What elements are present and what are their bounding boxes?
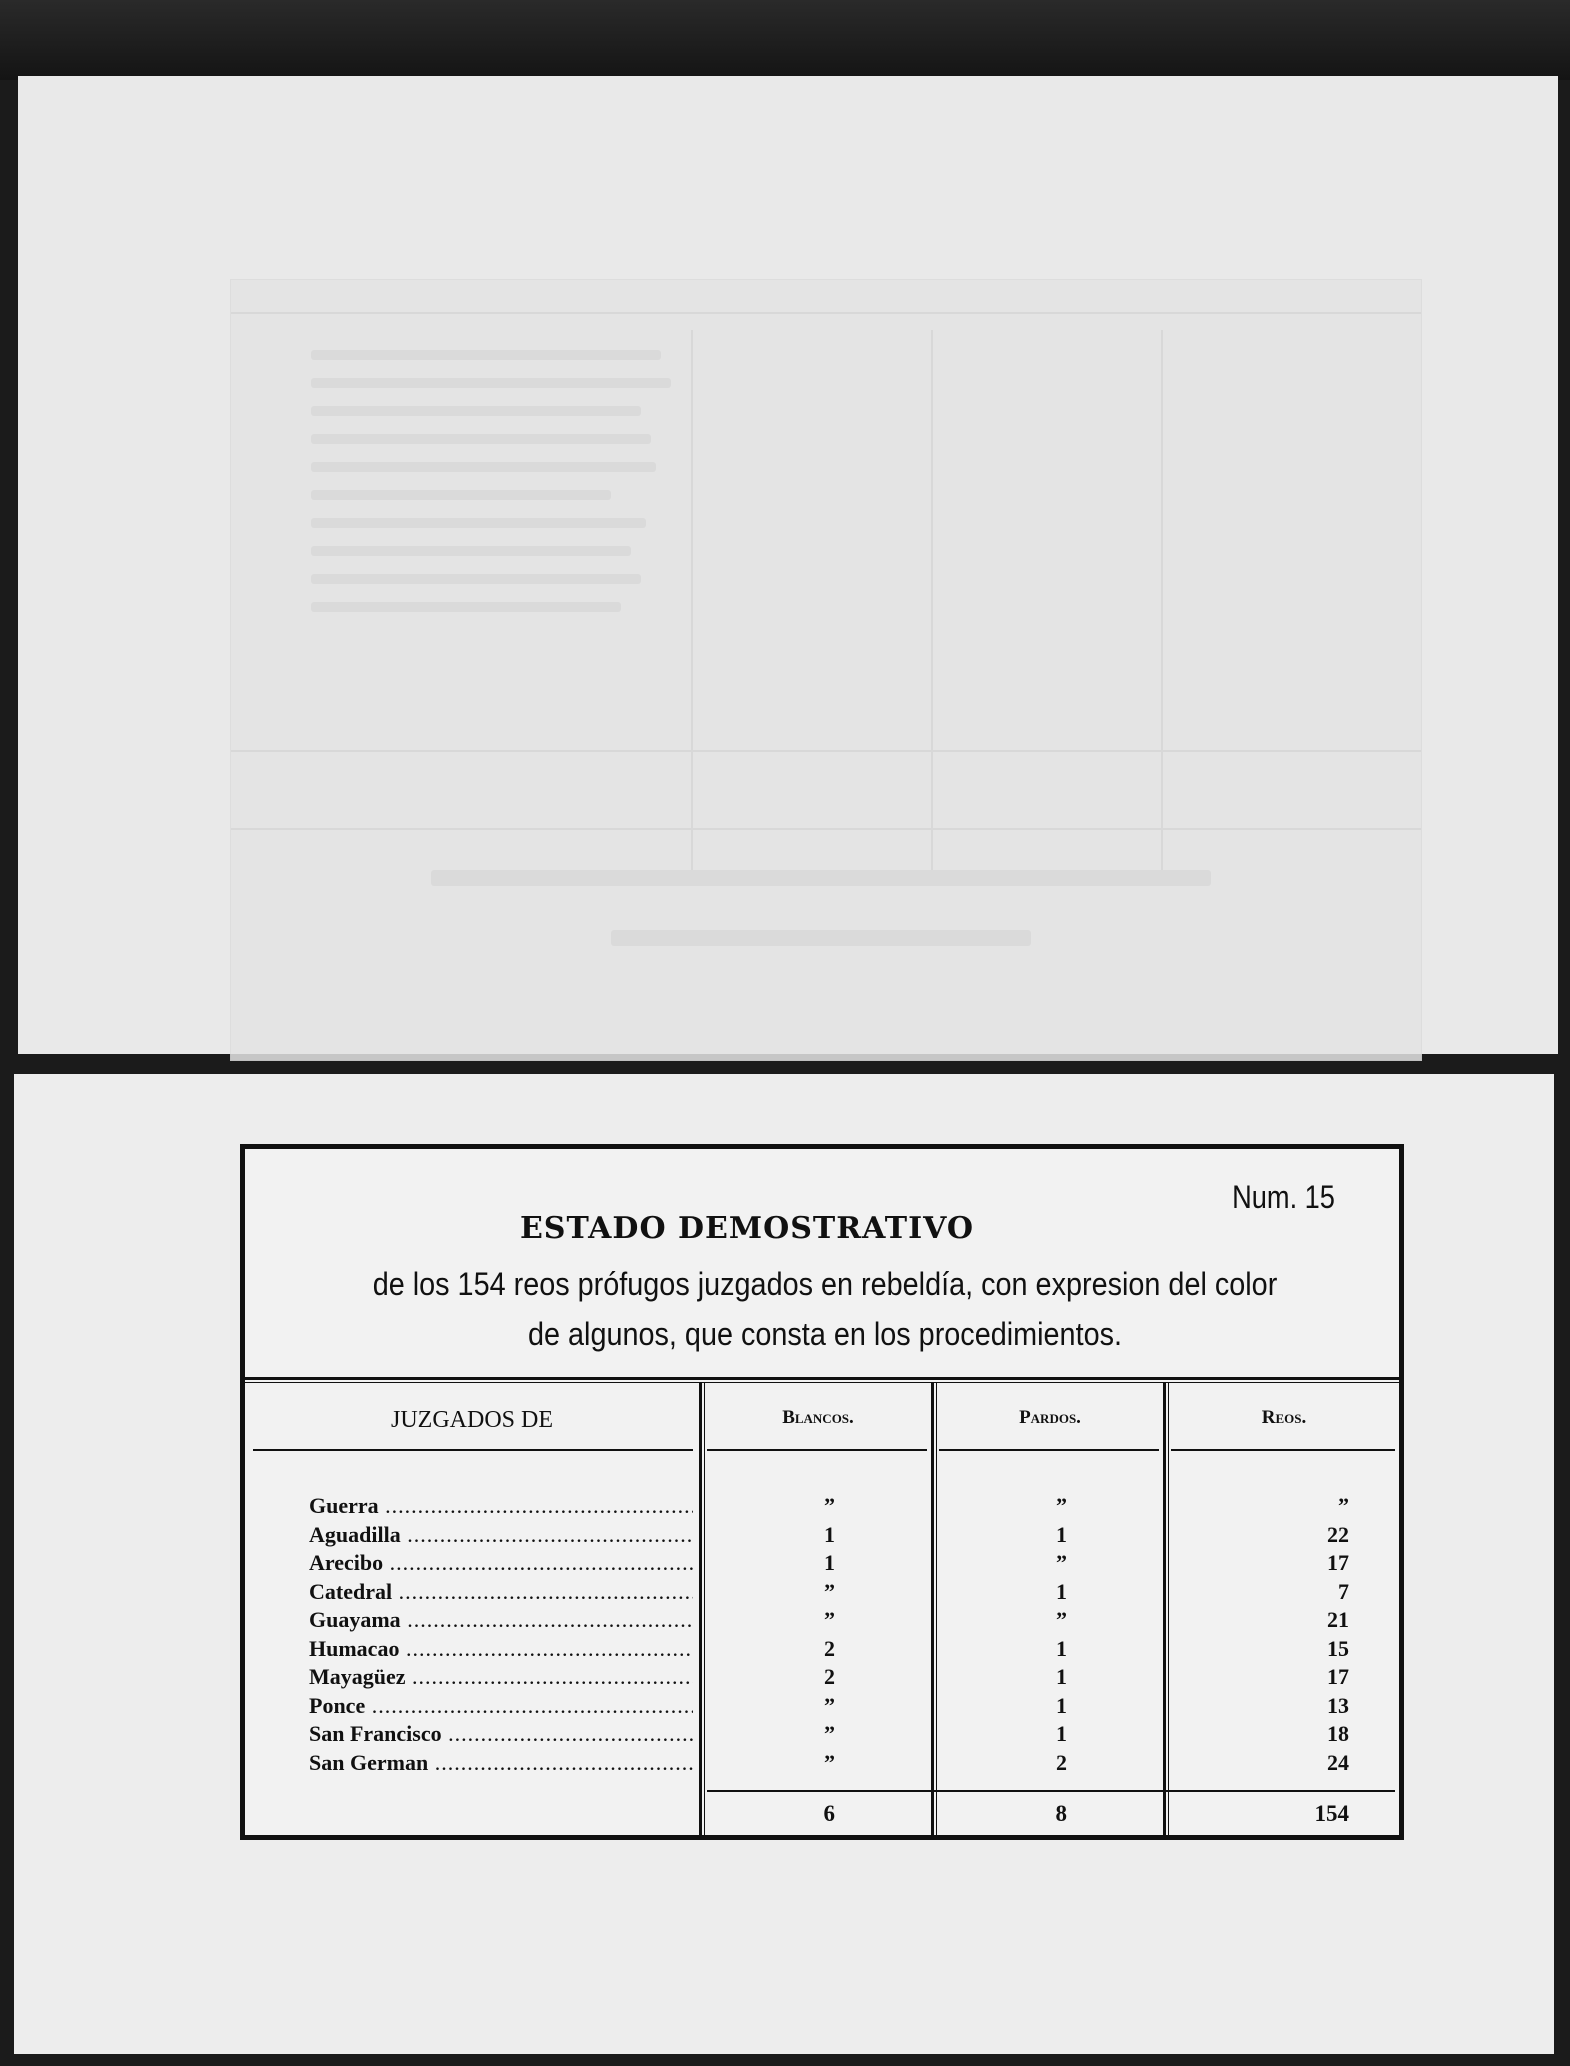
cell-pardos: 2 — [1056, 1749, 1067, 1775]
cell-blancos: 1 — [824, 1521, 835, 1547]
cell-reos: 13 — [1327, 1692, 1349, 1718]
cell-reos: 21 — [1327, 1607, 1349, 1632]
cell-reos: 17 — [1327, 1664, 1349, 1689]
upper-page — [18, 76, 1558, 1054]
total-rule — [707, 1790, 1395, 1792]
table-subtitle — [357, 1259, 1293, 1359]
table-title: ESTADO DEMOSTRATIVO — [519, 1211, 975, 1246]
column-header-pardos: Pardos. — [1019, 1407, 1081, 1428]
cell-pardos: 1 — [1056, 1664, 1067, 1689]
cell-reos: 7 — [1338, 1578, 1349, 1604]
row-name: San German ..... — [309, 1750, 693, 1776]
cell-blancos: 2 — [824, 1664, 835, 1689]
row-name: Guerra ..... — [309, 1493, 693, 1519]
row-name: Mayagüez ..... — [309, 1664, 693, 1690]
column-header-blancos: Blancos. — [782, 1407, 854, 1428]
subtitle-line-1: de los 154 reos prófugos juzgados en rebeldía, con expresion del color — [372, 1266, 1278, 1302]
bleed-through-table — [230, 279, 1422, 1061]
total-pardos: 8 — [1055, 1801, 1067, 1826]
row-name: Guayama ..... — [309, 1607, 693, 1633]
column-divider — [931, 1383, 937, 1835]
column-header-juzgados: JUZGADOS DE — [391, 1407, 553, 1433]
header-underline — [253, 1449, 693, 1451]
column-divider — [699, 1383, 705, 1835]
cell-pardos: ” — [1056, 1607, 1067, 1632]
cell-pardos: ” — [1056, 1550, 1067, 1575]
cell-pardos: 1 — [1056, 1578, 1067, 1604]
cell-blancos: 2 — [824, 1635, 835, 1661]
column-header-reos: Reos. — [1261, 1407, 1307, 1428]
total-reos: 154 — [1314, 1801, 1349, 1826]
cell-pardos: 1 — [1056, 1692, 1067, 1718]
row-name: Aguadilla ..... — [309, 1522, 693, 1548]
header-underline — [939, 1449, 1159, 1451]
total-blancos: 6 — [823, 1801, 835, 1826]
row-name: San Francisco ..... — [309, 1721, 693, 1747]
cell-blancos: ” — [824, 1578, 835, 1604]
cell-reos: 24 — [1327, 1749, 1349, 1775]
cell-reos: ” — [1338, 1493, 1349, 1518]
cell-blancos: ” — [824, 1749, 835, 1775]
header-underline — [707, 1449, 927, 1451]
cell-blancos: ” — [824, 1493, 835, 1518]
row-name: Ponce ..... — [309, 1693, 693, 1719]
cell-reos: 15 — [1327, 1635, 1349, 1661]
subtitle-line-2: de algunos, que consta en los procedimientos. — [528, 1316, 1122, 1352]
demographic-table — [240, 1144, 1404, 1840]
column-divider — [1163, 1383, 1169, 1835]
cell-reos: 17 — [1327, 1550, 1349, 1575]
cell-pardos: 1 — [1056, 1635, 1067, 1661]
table-number: Num. 15 — [1232, 1179, 1335, 1215]
header-rule — [245, 1377, 1399, 1383]
row-name: Catedral ..... — [309, 1579, 693, 1605]
cell-blancos: 1 — [824, 1550, 835, 1575]
cell-blancos: ” — [824, 1692, 835, 1718]
cell-blancos: ” — [824, 1607, 835, 1632]
scan-top-strip — [0, 0, 1570, 80]
row-name: Humacao ..... — [309, 1636, 693, 1662]
row-name: Arecibo ..... — [309, 1550, 693, 1576]
cell-pardos: 1 — [1056, 1721, 1067, 1746]
cell-reos: 18 — [1327, 1721, 1349, 1746]
cell-reos: 22 — [1327, 1521, 1349, 1547]
cell-pardos: ” — [1056, 1493, 1067, 1518]
header-underline — [1171, 1449, 1395, 1451]
cell-pardos: 1 — [1056, 1521, 1067, 1547]
cell-blancos: ” — [824, 1721, 835, 1746]
